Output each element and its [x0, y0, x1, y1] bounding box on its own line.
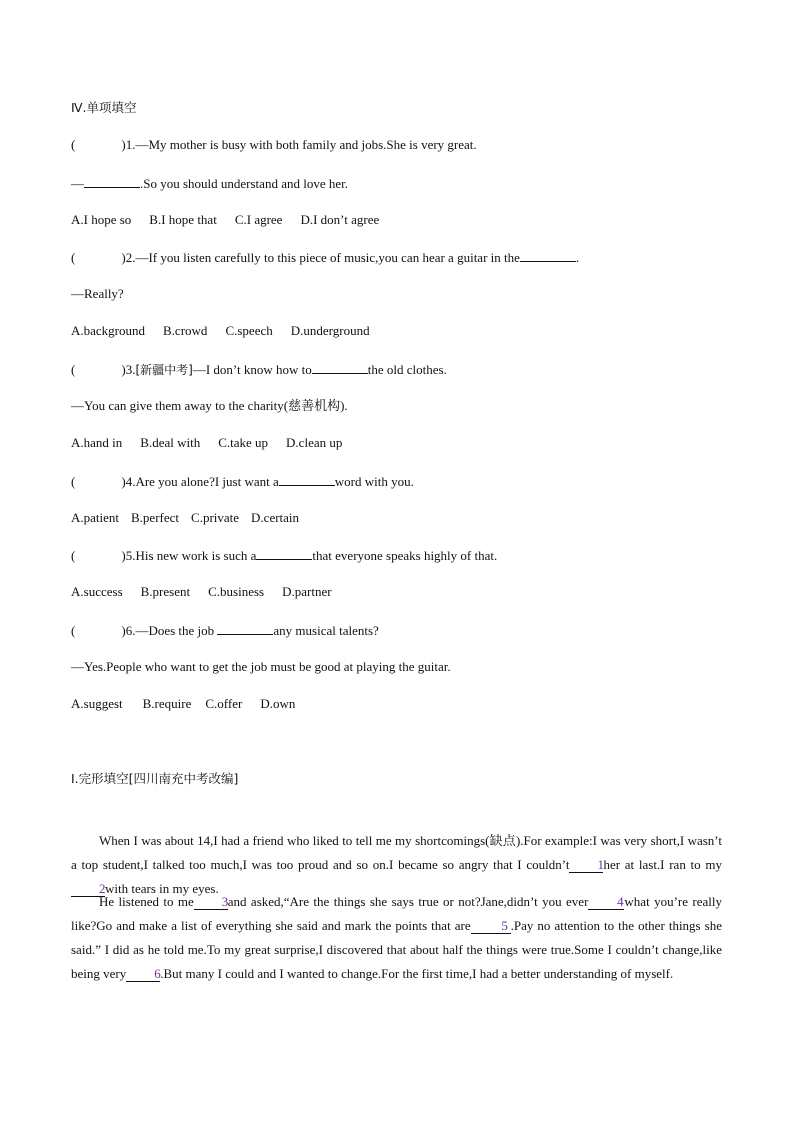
question-2-stem: ( )2.—If you listen carefully to this piece of music,you can hear a guitar in the . [71, 250, 580, 265]
option-d[interactable]: D.underground [290, 323, 370, 338]
question-6-blank [217, 622, 273, 635]
cloze-blank-3[interactable]: 3 [194, 895, 228, 910]
option-b[interactable]: B.deal with [140, 435, 201, 450]
option-c[interactable]: C.I agree [234, 212, 283, 227]
question-3-line2: —You can give them away to the charity(慈善机构). [71, 398, 348, 413]
question-1-blank [84, 175, 140, 188]
question-1-line2: — .So you should understand and love her. [71, 176, 348, 191]
question-4-blank [279, 473, 335, 486]
option-a[interactable]: A.success [71, 584, 123, 599]
question-1-stem: ( )1.—My mother is busy with both family and jobs.She is very great. [71, 137, 477, 152]
option-b[interactable]: B.present [140, 584, 191, 599]
option-b[interactable]: B.require [142, 696, 192, 711]
question-5-options [71, 584, 350, 600]
option-d[interactable]: D.certain [251, 510, 300, 525]
question-3-stem: ( )3.[新疆中考]—I don’t know how to the old clothes. [71, 362, 447, 377]
question-3-options [71, 435, 360, 451]
cloze-blank-1[interactable]: 1 [569, 858, 603, 873]
option-d[interactable]: D.clean up [286, 435, 343, 450]
option-a[interactable]: A.patient [71, 510, 120, 525]
option-b[interactable]: B.crowd [163, 323, 208, 338]
option-b[interactable]: B.perfect [131, 510, 180, 525]
question-4-options [71, 510, 317, 526]
source-tag: [新疆中考] [135, 363, 193, 377]
question-6-stem: ( )6.—Does the job any musical talents? [71, 623, 379, 638]
cloze-blank-5[interactable]: 5 [471, 919, 511, 934]
question-3-blank [312, 361, 368, 374]
question-2-line2: —Really? [71, 286, 124, 301]
option-c[interactable]: C.speech [225, 323, 273, 338]
option-c[interactable]: C.offer [205, 696, 243, 711]
question-2-blank [520, 249, 576, 262]
option-a[interactable]: A.background [71, 323, 146, 338]
question-5-stem: ( )5.His new work is such a that everyone speaks highly of that. [71, 548, 498, 563]
question-1-options [71, 212, 397, 228]
question-5-blank [256, 547, 312, 560]
cloze-blank-6[interactable]: 6 [126, 967, 160, 982]
cloze-paragraph-2: He listened to me 3and asked,“Are the things she says true or not?Jane,didn’t you ever 4what you’re really like?Go and make a list of everything she said and mark the points that are 5 .Pay no attention to the other things she said.” I did as he told me.To my great surprise,I discovered that about half the things were true.Some I couldn’t change,like being very 6.But many I could and I wanted to change.For the first time,I had a better understanding of myself. [71, 894, 722, 981]
cloze-blank-4[interactable]: 4 [588, 895, 624, 910]
option-d[interactable]: D.partner [282, 584, 332, 599]
cloze-blank-2[interactable]: 2 [71, 882, 105, 897]
option-d[interactable]: D.I don’t agree [300, 212, 380, 227]
option-a[interactable]: A.suggest [71, 696, 123, 711]
option-a[interactable]: A.I hope so [71, 212, 132, 227]
question-2-options [71, 323, 388, 339]
section-heading-single-choice: Ⅳ.单项填空 [71, 100, 137, 115]
option-b[interactable]: B.I hope that [149, 212, 217, 227]
option-d[interactable]: D.own [260, 696, 296, 711]
question-6-options [71, 696, 313, 712]
option-c[interactable]: C.private [191, 510, 240, 525]
question-6-line2: —Yes.People who want to get the job must be good at playing the guitar. [71, 659, 451, 674]
option-c[interactable]: C.business [208, 584, 265, 599]
option-a[interactable]: A.hand in [71, 435, 123, 450]
option-c[interactable]: C.take up [218, 435, 269, 450]
cloze-paragraph-1: When I was about 14,I had a friend who liked to tell me my shortcomings(缺点).For example:I was very short,I wasn’t a top student,I talked too much,I was too proud and so on.I became so angry that I couldn’t 1her at last.I ran to my2with tears in my eyes. [71, 833, 722, 896]
question-4-stem: ( )4.Are you alone?I just want a word with you. [71, 474, 414, 489]
section-heading-cloze: Ⅰ.完形填空[四川南充中考改编] [71, 771, 239, 786]
